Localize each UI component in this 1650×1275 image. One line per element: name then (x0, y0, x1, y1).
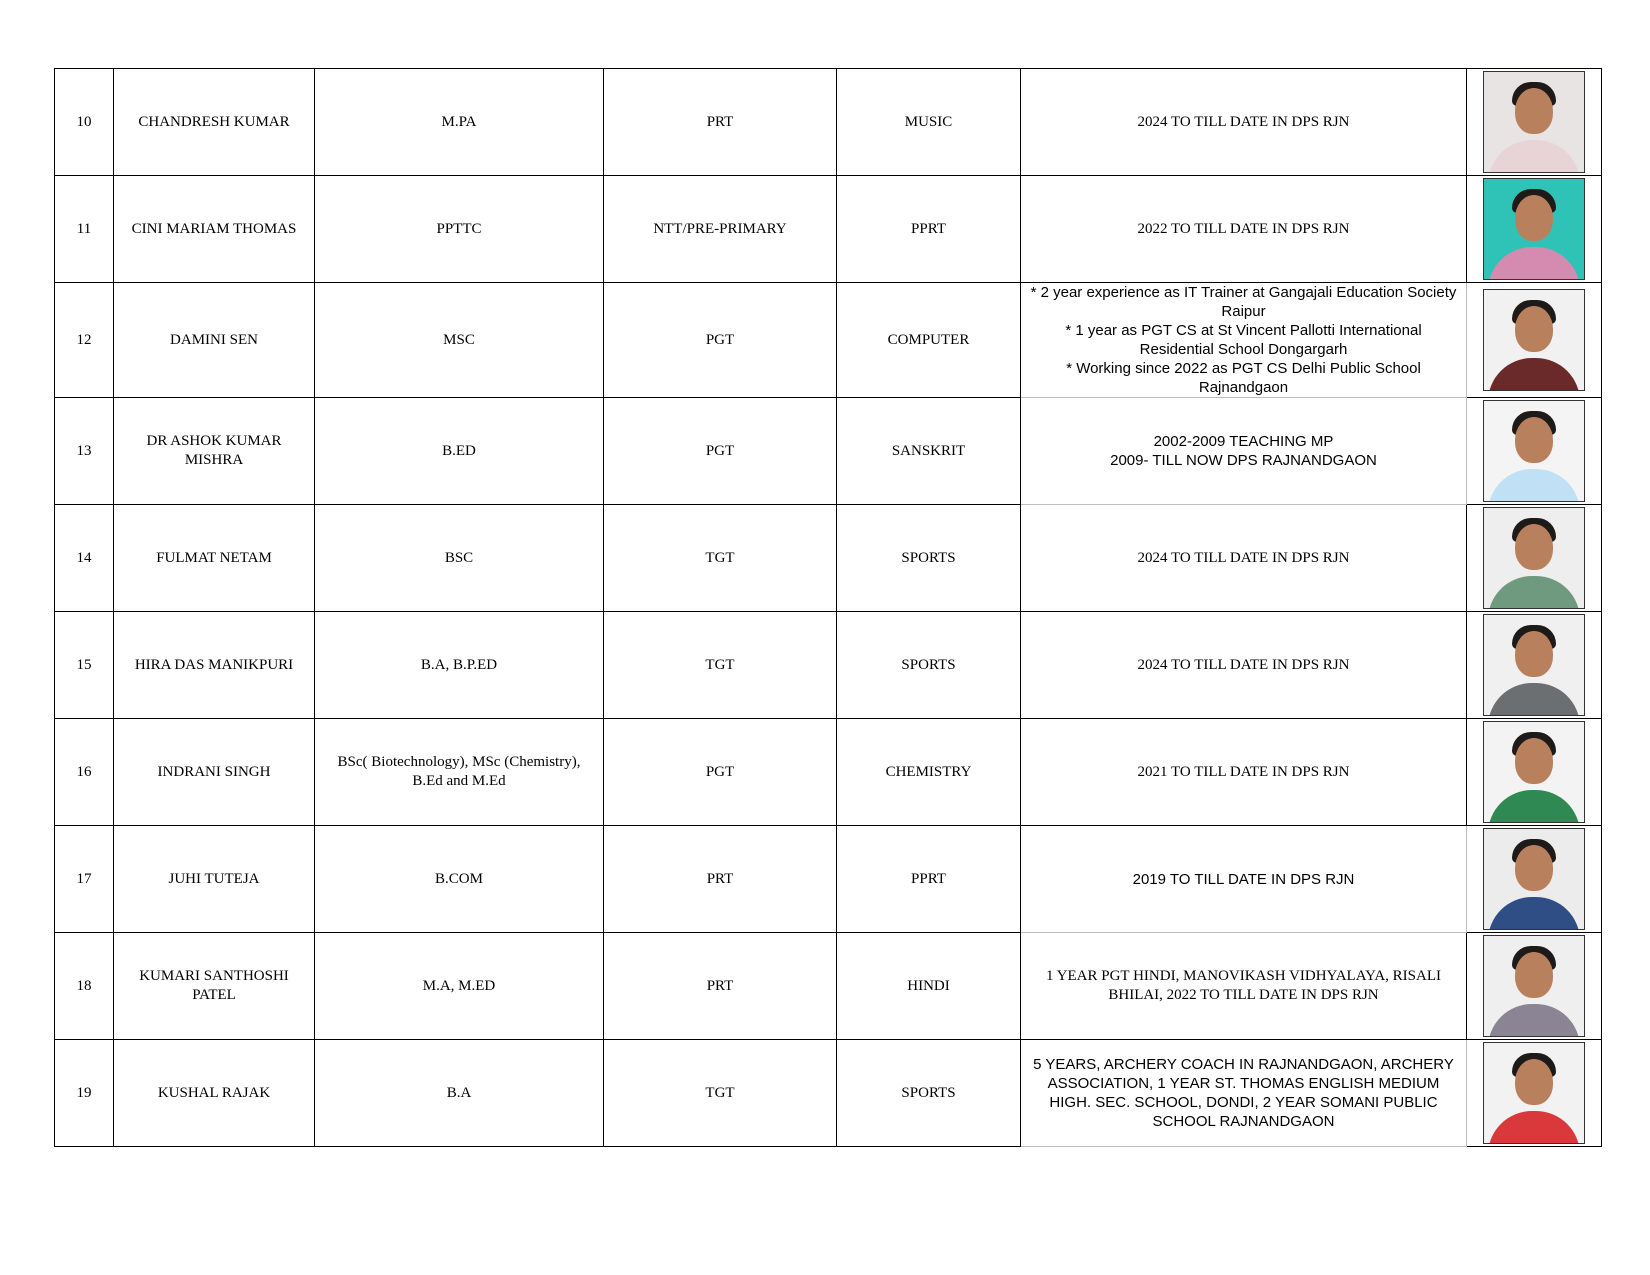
table-row (55, 176, 1602, 283)
teacher-name-text: DAMINI SEN (170, 331, 258, 348)
subject-text: COMPUTER (887, 331, 970, 348)
subject-cell (837, 505, 1021, 612)
serial-number-text: 10 (76, 113, 92, 130)
teacher-name-cell (114, 719, 315, 826)
teacher-name-text: KUMARI SANTHOSHI PATEL (139, 968, 289, 1003)
subject-cell (837, 826, 1021, 933)
teacher-name-text: CINI MARIAM THOMAS (131, 220, 297, 237)
serial-number-cell (55, 398, 114, 505)
serial-number-text: 19 (76, 1084, 92, 1101)
portrait-body-shape (1488, 469, 1580, 502)
experience-cell (1021, 176, 1467, 283)
qualification-cell (315, 176, 604, 283)
table-row (55, 398, 1602, 505)
teacher-name-text: DR ASHOK KUMAR MISHRA (146, 433, 282, 468)
designation-text: TGT (705, 1084, 735, 1101)
teacher-name-cell (114, 826, 315, 933)
portrait-face-shape (1515, 738, 1553, 784)
experience-text: 2024 TO TILL DATE IN DPS RJN (1137, 113, 1350, 130)
table-row (55, 283, 1602, 398)
designation-cell (604, 505, 837, 612)
designation-text: PGT (705, 331, 735, 348)
qualification-text: M.A, M.ED (422, 977, 496, 994)
serial-number-text: 12 (76, 331, 92, 348)
designation-text: PRT (706, 870, 734, 887)
qualification-cell (315, 398, 604, 505)
portrait-body-shape (1488, 790, 1580, 823)
designation-text: PGT (705, 763, 735, 780)
designation-text: TGT (705, 656, 735, 673)
subject-cell (837, 1040, 1021, 1147)
staff-table-body (55, 69, 1602, 1147)
photo-cell (1467, 1040, 1602, 1147)
portrait-face-shape (1515, 631, 1553, 677)
experience-text: 2021 TO TILL DATE IN DPS RJN (1137, 763, 1350, 780)
teacher-name-text: JUHI TUTEJA (168, 870, 260, 887)
photo-cell (1467, 826, 1602, 933)
subject-cell (837, 719, 1021, 826)
teacher-name-cell (114, 612, 315, 719)
qualification-text: BSC (444, 549, 474, 566)
designation-cell (604, 176, 837, 283)
teacher-name-cell (114, 283, 315, 398)
teacher-name-cell (114, 933, 315, 1040)
experience-cell (1021, 1040, 1467, 1147)
qualification-cell (315, 612, 604, 719)
designation-cell (604, 612, 837, 719)
portrait-face-shape (1515, 195, 1553, 241)
experience-text: 2019 TO TILL DATE IN DPS RJN (1132, 870, 1355, 888)
serial-number-cell (55, 612, 114, 719)
portrait-body-shape (1488, 358, 1580, 391)
experience-text: 2022 TO TILL DATE IN DPS RJN (1137, 220, 1350, 237)
serial-number-cell (55, 1040, 114, 1147)
serial-number-text: 16 (76, 763, 92, 780)
photo-cell (1467, 398, 1602, 505)
designation-cell (604, 826, 837, 933)
serial-number-text: 11 (76, 220, 92, 237)
portrait-face-shape (1515, 1059, 1553, 1105)
portrait-face-shape (1515, 306, 1553, 352)
portrait-photo (1483, 71, 1585, 173)
experience-cell (1021, 826, 1467, 933)
portrait-body-shape (1488, 140, 1580, 173)
designation-text: PRT (706, 113, 734, 130)
qualification-text: PPTTC (436, 220, 482, 237)
experience-text: 2024 TO TILL DATE IN DPS RJN (1137, 656, 1350, 673)
serial-number-cell (55, 283, 114, 398)
photo-cell (1467, 69, 1602, 176)
qualification-text: B.COM (435, 870, 483, 887)
subject-cell (837, 283, 1021, 398)
teacher-name-cell (114, 69, 315, 176)
portrait-photo (1483, 289, 1585, 391)
serial-number-cell (55, 69, 114, 176)
table-row (55, 933, 1602, 1040)
experience-cell (1021, 933, 1467, 1040)
portrait-photo (1483, 178, 1585, 280)
experience-cell (1021, 719, 1467, 826)
experience-cell (1021, 612, 1467, 719)
designation-cell (604, 719, 837, 826)
designation-text: TGT (705, 549, 735, 566)
serial-number-cell (55, 176, 114, 283)
designation-cell (604, 1040, 837, 1147)
qualification-cell (315, 719, 604, 826)
teacher-name-cell (114, 505, 315, 612)
experience-cell (1021, 505, 1467, 612)
portrait-photo (1483, 935, 1585, 1037)
serial-number-cell (55, 719, 114, 826)
qualification-text: B.ED (442, 442, 476, 459)
qualification-text: MSC (443, 331, 475, 348)
teacher-name-cell (114, 176, 315, 283)
teacher-name-text: FULMAT NETAM (156, 549, 272, 566)
portrait-photo (1483, 1042, 1585, 1144)
table-row (55, 826, 1602, 933)
serial-number-text: 18 (76, 977, 92, 994)
portrait-face-shape (1515, 88, 1553, 134)
portrait-face-shape (1515, 845, 1553, 891)
teacher-name-text: INDRANI SINGH (157, 763, 271, 780)
qualification-cell (315, 1040, 604, 1147)
teacher-name-text: HIRA DAS MANIKPURI (134, 656, 294, 673)
subject-cell (837, 176, 1021, 283)
subject-text: SPORTS (901, 549, 956, 566)
teacher-name-cell (114, 1040, 315, 1147)
photo-cell (1467, 176, 1602, 283)
designation-text: NTT/PRE-PRIMARY (653, 220, 787, 237)
portrait-photo (1483, 507, 1585, 609)
staff-table (54, 68, 1602, 1147)
serial-number-cell (55, 933, 114, 1040)
subject-text: SPORTS (901, 656, 956, 673)
portrait-body-shape (1488, 1111, 1580, 1144)
subject-text: SANSKRIT (891, 442, 966, 459)
subject-text: MUSIC (904, 113, 953, 130)
designation-text: PGT (705, 442, 735, 459)
experience-text: 1 YEAR PGT HINDI, MANOVIKASH VIDHYALAYA, RISALI BHILAI, 2022 TO TILL DATE IN DPS RJN (1045, 968, 1441, 1003)
designation-cell (604, 398, 837, 505)
teacher-name-cell (114, 398, 315, 505)
table-row (55, 719, 1602, 826)
qualification-text: B.A, B.P.ED (420, 656, 498, 673)
serial-number-text: 14 (76, 549, 92, 566)
portrait-photo (1483, 828, 1585, 930)
subject-cell (837, 398, 1021, 505)
experience-text: * 2 year experience as IT Trainer at Gangajali Education Society Raipur * 1 year as PGT CS at St Vincent Pallotti International Residential School Dongargarh * Working since 2022 as PGT CS Delhi Public School Rajnandgaon (1030, 284, 1457, 396)
photo-cell (1467, 612, 1602, 719)
designation-cell (604, 933, 837, 1040)
serial-number-text: 15 (76, 656, 92, 673)
qualification-cell (315, 826, 604, 933)
portrait-body-shape (1488, 1004, 1580, 1037)
portrait-face-shape (1515, 952, 1553, 998)
teacher-name-text: CHANDRESH KUMAR (138, 113, 290, 130)
subject-text: CHEMISTRY (885, 763, 972, 780)
serial-number-cell (55, 826, 114, 933)
subject-cell (837, 612, 1021, 719)
experience-cell (1021, 69, 1467, 176)
experience-cell (1021, 283, 1467, 398)
portrait-photo (1483, 721, 1585, 823)
table-row (55, 1040, 1602, 1147)
serial-number-text: 13 (76, 442, 92, 459)
experience-cell (1021, 398, 1467, 505)
subject-cell (837, 69, 1021, 176)
subject-text: HINDI (907, 977, 950, 994)
experience-text: 2024 TO TILL DATE IN DPS RJN (1137, 549, 1350, 566)
subject-cell (837, 933, 1021, 1040)
serial-number-text: 17 (76, 870, 92, 887)
subject-text: SPORTS (901, 1084, 956, 1101)
qualification-text: B.A (446, 1084, 472, 1101)
qualification-text: BSc( Biotechnology), MSc (Chemistry), B.Ed and M.Ed (337, 754, 581, 789)
table-row (55, 505, 1602, 612)
portrait-body-shape (1488, 247, 1580, 280)
qualification-cell (315, 69, 604, 176)
teacher-name-text: KUSHAL RAJAK (157, 1084, 271, 1101)
portrait-face-shape (1515, 524, 1553, 570)
portrait-face-shape (1515, 417, 1553, 463)
experience-text: 2002-2009 TEACHING MP 2009- TILL NOW DPS RAJNANDGAON (1110, 433, 1377, 469)
subject-text: PPRT (911, 220, 946, 237)
qualification-cell (315, 505, 604, 612)
table-row (55, 69, 1602, 176)
portrait-body-shape (1488, 683, 1580, 716)
experience-text: 5 YEARS, ARCHERY COACH IN RAJNANDGAON, ARCHERY ASSOCIATION, 1 YEAR ST. THOMAS ENGLISH MEDIUM HIGH. SEC. SCHOOL, DONDI, 2 YEAR SOMANI PUBLIC SCHOOL RAJNANDGAON (1033, 1056, 1454, 1130)
photo-cell (1467, 719, 1602, 826)
serial-number-cell (55, 505, 114, 612)
table-row (55, 612, 1602, 719)
qualification-text: M.PA (441, 113, 477, 130)
portrait-body-shape (1488, 897, 1580, 930)
designation-text: PRT (706, 977, 734, 994)
portrait-photo (1483, 614, 1585, 716)
designation-cell (604, 69, 837, 176)
portrait-body-shape (1488, 576, 1580, 609)
qualification-cell (315, 933, 604, 1040)
photo-cell (1467, 505, 1602, 612)
subject-text: PPRT (911, 870, 946, 887)
photo-cell (1467, 283, 1602, 398)
qualification-cell (315, 283, 604, 398)
photo-cell (1467, 933, 1602, 1040)
designation-cell (604, 283, 837, 398)
portrait-photo (1483, 400, 1585, 502)
